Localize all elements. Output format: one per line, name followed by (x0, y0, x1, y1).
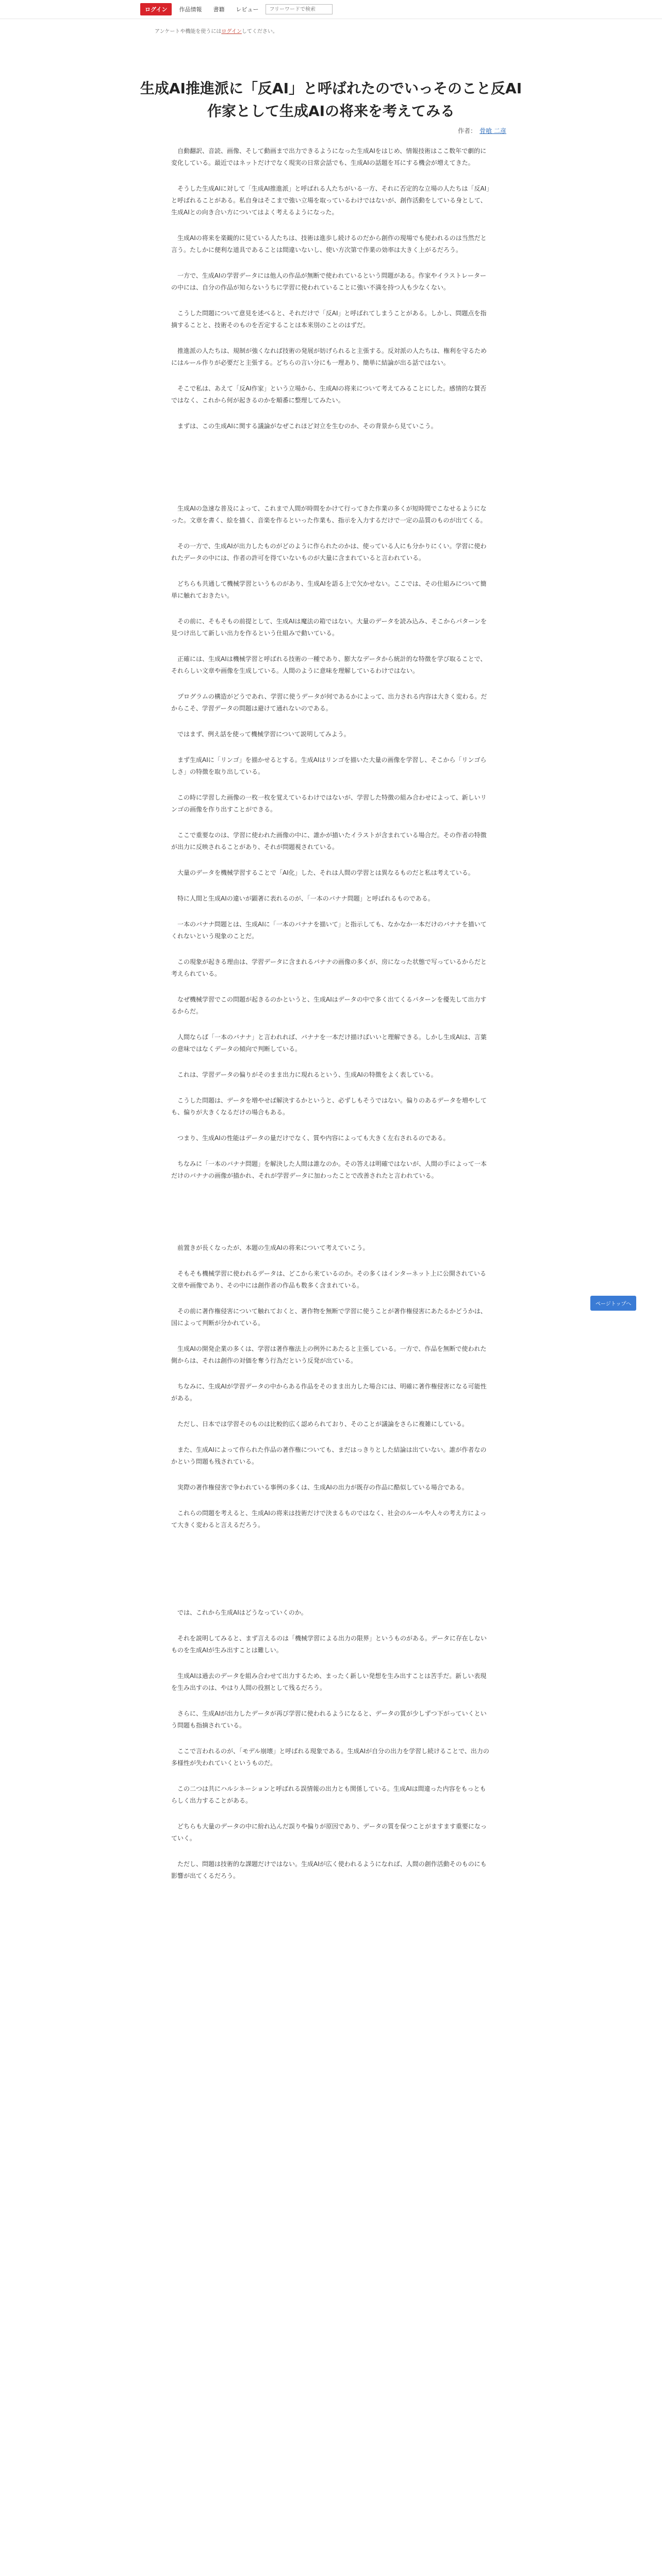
article-paragraph: ただし、問題は技術的な課題だけではない。生成AIが広く使われるようになれば、人間の創作活動そのものにも影響が出てくるだろう。 (171, 1860, 487, 1879)
article-paragraph: その一方で、生成AIが出力したものがどのように作られたのかは、使っている人にも分かりにくい。学習に使われたデータの中には、作者の許可を得ていないものが大量に含まれていると言われている。 (171, 543, 487, 562)
article-paragraph: ではまず、例え話を使って機械学習について説明してみよう。 (177, 731, 350, 738)
top-navigation (140, 3, 333, 15)
article-section-4 (171, 1607, 491, 1882)
article-paragraph: 人間ならば「一本のバナナ」と言われれば、バナナを一本だけ描けばいいと理解できる。しかし生成AIは、言葉の意味ではなくデータの傾向で判断している。 (171, 1033, 487, 1053)
article-paragraph: これは、学習データの偏りがそのまま出力に現れるという、生成AIの特徴をよく表している。 (177, 1071, 437, 1078)
article-title-line2: 作家として生成AIの将来を考えてみる (207, 103, 455, 120)
article-paragraph: そうした生成AIに対して「生成AI推進派」と呼ばれる人たちがいる一方、それに否定的な立場の人たちは「反AI」と呼ばれることがある。私自身はそこまで強い立場を取っているわけではないが、創作活動をしている身として、生成AIとの向き合い方についてはよく考えるようになった。 (171, 185, 490, 216)
author-label: 作者： (458, 127, 477, 134)
article-paragraph: こうした問題について意見を述べると、それだけで「反AI」と呼ばれてしまうことがある。しかし、問題点を指摘することと、技術そのものを否定することは本来別のことのはずだ。 (171, 310, 487, 329)
login-notice-link[interactable]: ログイン (221, 29, 242, 35)
article-paragraph: さらに、生成AIが出力したデータが再び学習に使われるようになると、データの質が少しずつ下がっていくという問題も指摘されている。 (171, 1710, 487, 1729)
article-paragraph: ここで言われるのが、「モデル崩壊」と呼ばれる現象である。生成AIが自分の出力を学習し続けることで、出力の多様性が失われていくというものだ。 (171, 1748, 489, 1767)
section-spacer (171, 1196, 491, 1242)
back-to-top-button[interactable]: ページトップへ (590, 1296, 636, 1311)
article-paragraph: こうした問題は、データを増やせば解決するかというと、必ずしもそうではない。偏りのあるデータを増やしても、偏りが大きくなるだけの場合もある。 (171, 1097, 487, 1116)
article-section-3 (171, 1242, 491, 1531)
article-paragraph: 一方で、生成AIの学習データには他人の作品が無断で使われているという問題がある。作家やイラストレーターの中には、自分の作品が知らないうちに学習に使われていることに強い不満を持つ人も少なくない。 (171, 272, 487, 291)
article-paragraph: まず生成AIに「リンゴ」を描かせるとする。生成AIはリンゴを描いた大量の画像を学習し、そこから「リンゴらしさ」の特徴を取り出している。 (171, 756, 487, 775)
article-paragraph: まずは、この生成AIに関する議論がなぜこれほど対立を生むのか、その背景から見ていこう。 (177, 422, 437, 430)
article-paragraph: 生成AIの将来を楽観的に見ている人たちは、技術は進歩し続けるのだから創作の現場でも使われるのは当然だと言う。たしかに便利な道具であることは間違いないし、使い方次第で作業の効率は大きく上がるだろう。 (171, 234, 487, 253)
login-notice-text-before: アンケートや機能を使うには (155, 29, 222, 35)
article-paragraph: 正確には、生成AIは機械学習と呼ばれる技術の一種であり、膨大なデータから統計的な特徴を学び取ることで、それらしい文章や画像を生成している。人間のように意味を理解しているわけではない。 (171, 655, 487, 674)
article-paragraph: その前に著作権侵害について触れておくと、著作物を無断で学習に使うことが著作権侵害にあたるかどうかは、国によって判断が分かれている。 (171, 1308, 487, 1327)
article-paragraph: どちらも大量のデータの中に紛れ込んだ誤りや偏りが原因であり、データの質を保つことがますます重要になっていく。 (171, 1823, 487, 1842)
article-paragraph: それを説明してみると、まず言えるのは「機械学習による出力の限界」というものがある。データに存在しないものを生成AIが生み出すことは難しい。 (171, 1635, 487, 1654)
top-navigation-bar (0, 0, 662, 19)
article-paragraph: また、生成AIによって作られた作品の著作権についても、まだはっきりとした結論は出ていない。誰が作者なのかという問題も残されている。 (171, 1446, 487, 1465)
article-section-1 (171, 145, 491, 432)
article-section-2 (171, 503, 491, 1182)
article-paragraph: これらの問題を考えると、生成AIの将来は技術だけで決まるものではなく、社会のルールや人々の考え方によって大きく変わると言えるだろう。 (171, 1510, 487, 1529)
article-paragraph: 実際の著作権侵害で争われている事例の多くは、生成AIの出力が既存の作品に酷似している場合である。 (177, 1484, 468, 1491)
article-title-line1: 生成AI推進派に「反AI」と呼ばれたのでいっそのこと反AI (140, 80, 522, 97)
article-paragraph: 生成AIの急速な普及によって、これまで人間が時間をかけて行ってきた作業の多くが短時間でこなせるようになった。文章を書く、絵を描く、音楽を作るといった作業も、指示を入力するだけで一定の品質のものが出てくる。 (171, 505, 487, 524)
article-paragraph: そこで私は、あえて「反AI作家」という立場から、生成AIの将来について考えてみることにした。感情的な賛否ではなく、これから何が起きるのかを順番に整理してみたい。 (171, 385, 487, 404)
article-paragraph: ちなみに、生成AIが学習データの中からある作品をそのまま出力した場合には、明確に著作権侵害になる可能性がある。 (171, 1383, 487, 1402)
article-paragraph: この現象が起きる理由は、学習データに含まれるバナナの画像の多くが、房になった状態で写っているからだと考えられている。 (171, 958, 487, 977)
login-button[interactable]: ログイン (140, 3, 172, 15)
article-paragraph: 推進派の人たちは、規制が強くなれば技術の発展が妨げられると主張する。反対派の人たちは、権利を守るためにはルール作りが必要だと主張する。どちらの言い分にも一理あり、簡単に結論が出る話ではない。 (171, 347, 487, 366)
article-paragraph: 生成AIは過去のデータを組み合わせて出力するため、まったく新しい発想を生み出すことは苦手だ。新しい表現を生み出すのは、やはり人間の役割として残るだろう。 (171, 1672, 487, 1691)
nav-link-works[interactable]: 作品情報 (179, 6, 202, 13)
section-spacer (171, 446, 491, 503)
section-spacer (171, 1545, 491, 1607)
article-title (103, 77, 559, 123)
login-notice (155, 27, 278, 35)
article-paragraph: 生成AIの開発企業の多くは、学習は著作権法上の例外にあたると主張している。一方で、作品を無断で使われた側からは、それは創作の対価を奪う行為だという反発が出ている。 (171, 1345, 487, 1364)
article-paragraph: その前に、そもそもの前提として、生成AIは魔法の箱ではない。大量のデータを読み込み、そこからパターンを見つけ出して新しい出力を作るという仕組みで動いている。 (171, 618, 487, 637)
article-paragraph: ちなみに「一本のバナナ問題」を解決した人間は誰なのか。その答えは明確ではないが、人間の手によって一本だけのバナナの画像が描かれ、それが学習データに加わったことで改善されたと言われている。 (171, 1160, 487, 1179)
nav-link-reviews[interactable]: レビュー (236, 6, 259, 13)
article-body (171, 145, 491, 1896)
article-paragraph: そもそも機械学習に使われるデータは、どこから来ているのか。その多くはインターネット上に公開されている文章や画像であり、その中には創作者の作品も数多く含まれている。 (171, 1270, 486, 1289)
article-paragraph: 前置きが長くなったが、本題の生成AIの将来について考えていこう。 (177, 1244, 369, 1251)
login-notice-text-after: してください。 (241, 29, 278, 35)
article-paragraph: プログラムの構造がどうであれ、学習に使うデータが何であるかによって、出力される内容は大きく変わる。だからこそ、学習データの問題は避けて通れないのである。 (171, 693, 487, 712)
article-paragraph: ただし、日本では学習そのものは比較的広く認められており、そのことが議論をさらに複雑にしている。 (177, 1420, 469, 1428)
author-link[interactable]: 骨喰 二彦 (479, 127, 506, 134)
article-paragraph: どちらも共通して機械学習というものがあり、生成AIを語る上で欠かせない。ここでは、その仕組みについて簡単に触れておきたい。 (171, 580, 487, 599)
search-input[interactable] (266, 4, 333, 14)
article-paragraph: この時に学習した画像の一枚一枚を覚えているわけではないが、学習した特徴の組み合わせによって、新しいリンゴの画像を作り出すことができる。 (171, 794, 487, 813)
article-paragraph: 特に人間と生成AIの違いが顕著に表れるのが、「一本のバナナ問題」と呼ばれるものである。 (177, 895, 434, 902)
article-paragraph: なぜ機械学習でこの問題が起きるのかというと、生成AIはデータの中で多く出てくるパターンを優先して出力するからだ。 (171, 996, 487, 1015)
article-paragraph: 大量のデータを機械学習することで「AI化」した、それは人間の学習とは異なるものだと私は考えている。 (177, 869, 474, 876)
article-paragraph: では、これから生成AIはどうなっていくのか。 (177, 1609, 307, 1616)
nav-link-books[interactable]: 書籍 (213, 6, 225, 13)
author-byline (458, 126, 506, 135)
article-paragraph: つまり、生成AIの性能はデータの量だけでなく、質や内容によっても大きく左右されるのである。 (177, 1134, 450, 1142)
article-paragraph: 自動翻訳、音読、画像、そして動画まで出力できるようになった生成AIをはじめ、情報技術はここ数年で劇的に変化している。最近ではネットだけでなく現実の日常会話でも、生成AIの話題を耳にする機会が増えてきた。 (171, 147, 487, 166)
article-paragraph: ここで重要なのは、学習に使われた画像の中に、誰かが描いたイラストが含まれている場合だ。その作者の特徴が出力に反映されることがあり、それが問題視されている。 (171, 832, 487, 851)
article-paragraph: この二つは共にハルシネーションと呼ばれる誤情報の出力とも関係している。生成AIは間違った内容をもっともらしく出力することがある。 (171, 1785, 486, 1804)
article-paragraph: 一本のバナナ問題とは、生成AIに「一本のバナナを描いて」と指示しても、なかなか一本だけのバナナを描いてくれないという現象のことだ。 (171, 921, 487, 940)
